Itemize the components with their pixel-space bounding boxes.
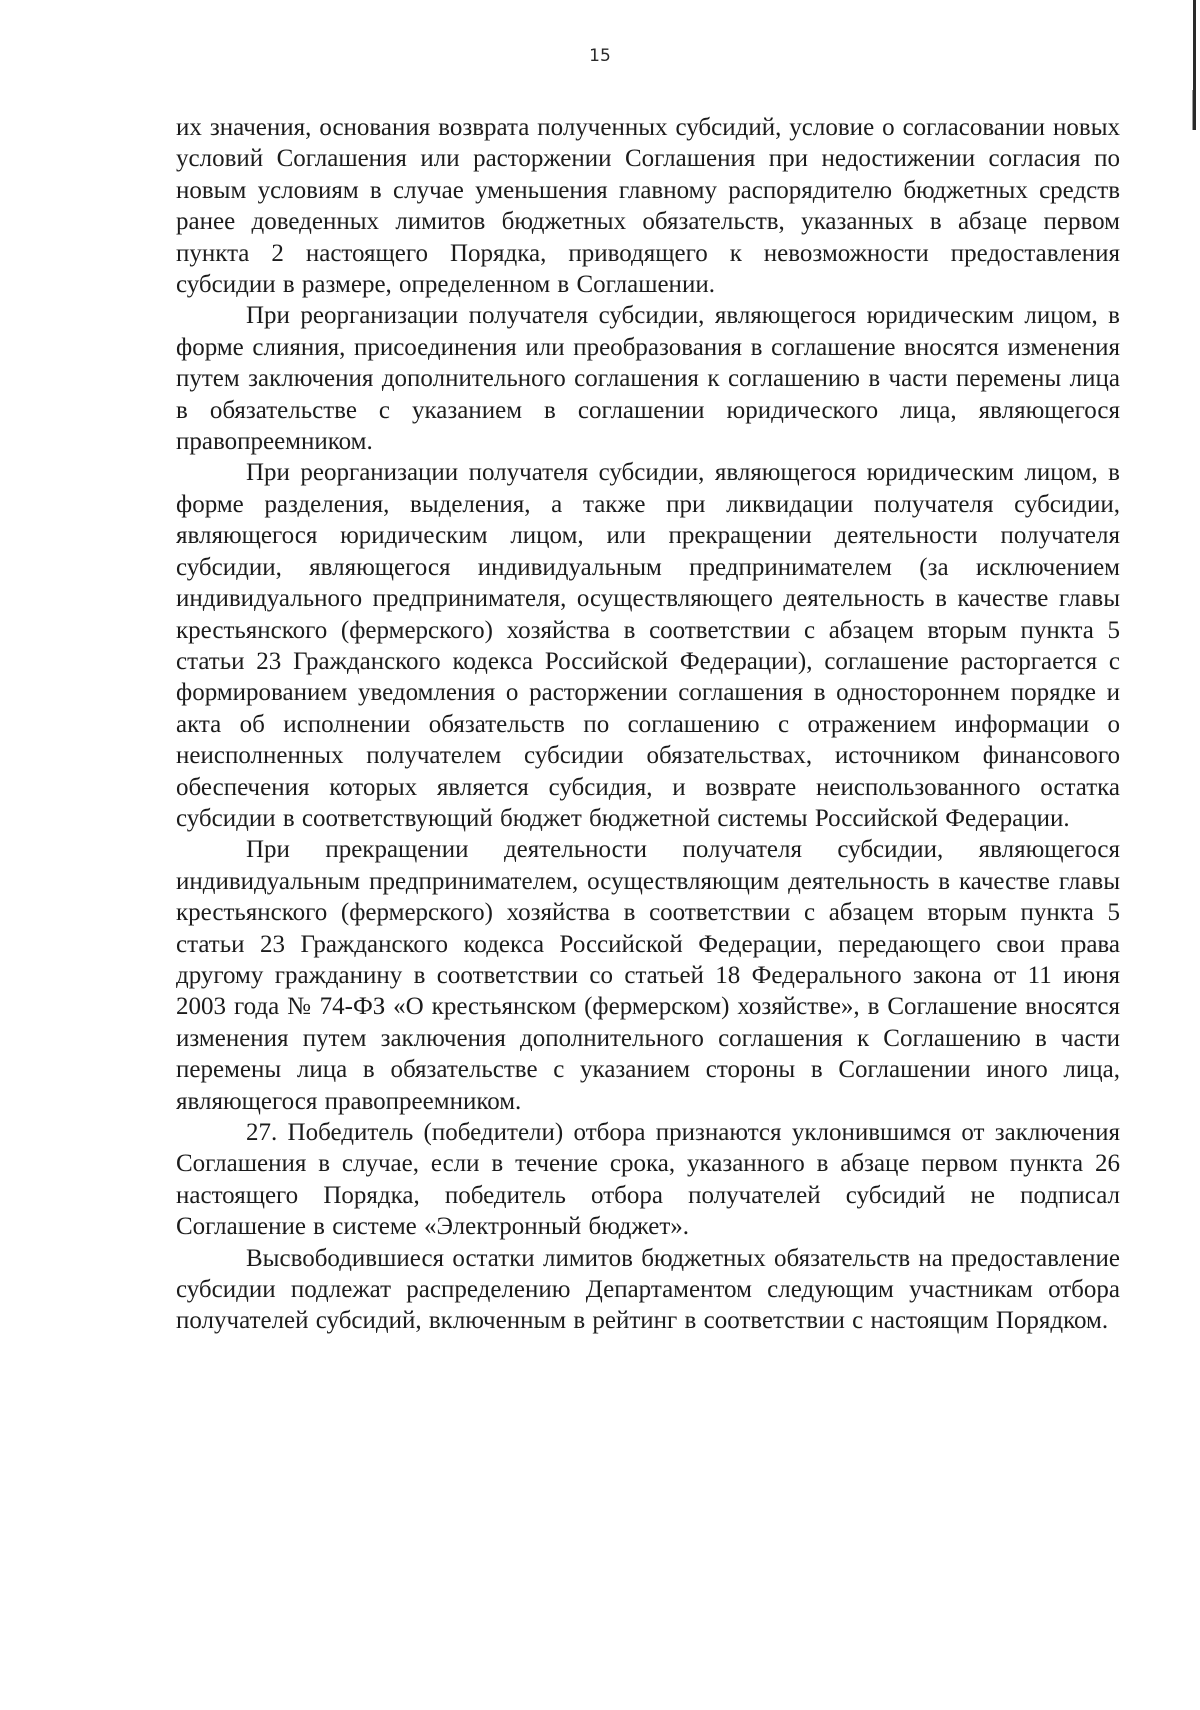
scan-edge-mark-thin xyxy=(1192,90,1193,130)
paragraph-continuation: их значения, основания возврата полученных субсидий, условие о согласовании новых условий Соглашения или расторжении Соглашения при недостижении согласия по новым условиям в случае уменьшения главному распорядителю бюджетных средств ранее доведенных лимитов бюджетных обязательств, указанных в абзаце первом пункта 2 настоящего Порядка, приводящего к невозможности предоставления субсидии в размере, определенном в Соглашении. xyxy=(176,114,1120,299)
paragraph-released-limits: Высвободившиеся остатки лимитов бюджетных обязательств на предоставление субсидии подлежат распределению Департаментом следующим участникам отбора получателей субсидий, включенным в рейтинг в соответствии с настоящим Порядком. xyxy=(176,1244,1120,1335)
paragraph-reorganization-merger: При реорганизации получателя субсидии, являющегося юридическим лицом, в форме слияния, присоединения или преобразования в соглашение вносятся изменения путем заключения дополнительного соглашения к соглашению в части перемены лица в обязательстве с указанием в соглашении юридического лица, являющегося правопреемником. xyxy=(176,302,1120,456)
paragraph-farm-termination: При прекращении деятельности получателя субсидии, являющегося индивидуальным предпринимателем, осуществляющим деятельность в качестве главы крестьянского (фермерского) хозяйства в соответствии с абзацем вторым пункта 5 статьи 23 Гражданского кодекса Российской Федерации, передающего свои права другому гражданину в соответствии со статьей 18 Федерального закона от 11 июня 2003 года № 74-ФЗ «О крестьянском (фермерском) хозяйстве», в Соглашение вносятся изменения путем заключения дополнительного соглашения к Соглашению в части перемены лица в обязательстве с указанием стороны в Соглашении иного лица, являющегося правопреемником. xyxy=(176,836,1120,1115)
paragraph-reorganization-division: При реорганизации получателя субсидии, являющегося юридическим лицом, в форме разделения, выделения, а также при ликвидации получателя субсидии, являющегося юридическим лицом, или прекращении деятельности получателя субсидии, являющегося индивидуальным предпринимателем (за исключением индивидуального предпринимателя, осуществляющего деятельность в качестве главы крестьянского (фермерского) хозяйства в соответствии с абзацем вторым пункта 5 статьи 23 Гражданского кодекса Российской Федерации), соглашение расторгается с формированием уведомления о расторжении соглашения в одностороннем порядке и акта об исполнении обязательств по соглашению с отражением информации о неисполненных получателем субсидии обязательствах, источником финансового обеспечения которых является субсидия, и возврате неиспользованного остатка субсидии в соответствующий бюджет бюджетной системы Российской Федерации. xyxy=(176,459,1120,832)
document-body xyxy=(176,112,1120,1337)
page-number: 15 xyxy=(589,46,611,66)
paragraph-item-27: 27. Победитель (победители) отбора признаются уклонившимся от заключения Соглашения в случае, если в течение срока, указанного в абзаце первом пункта 26 настоящего Порядка, победитель отбора получателей субсидий не подписал Соглашение в системе «Электронный бюджет». xyxy=(176,1119,1120,1241)
